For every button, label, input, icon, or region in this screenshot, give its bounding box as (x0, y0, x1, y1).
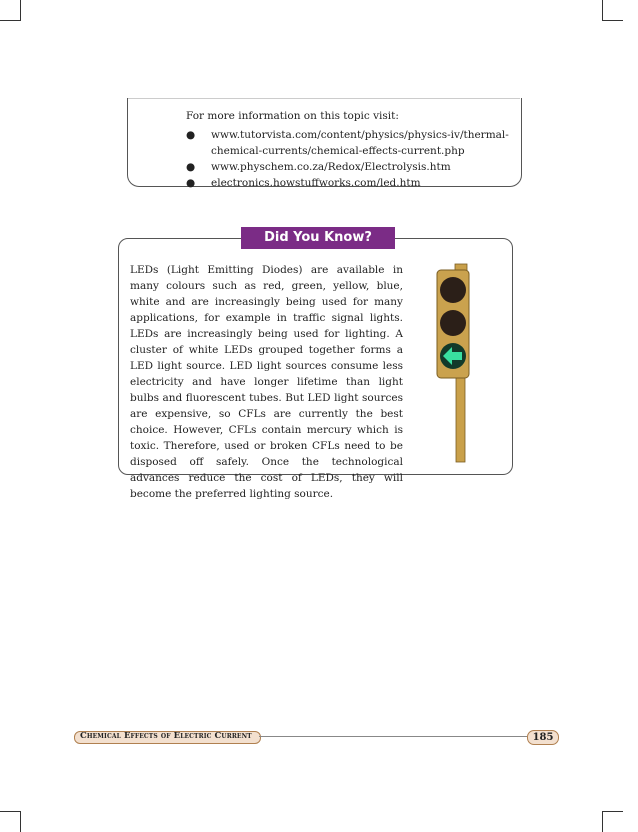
crop-mark-bottom-left (0, 811, 21, 832)
bullet-icon: ● (186, 177, 196, 189)
crop-mark-bottom-right (602, 811, 623, 832)
info-link-1[interactable]: www.tutorvista.com/content/physics/physics-iv/thermal-chemical-currents/chemical-effects-current.php (211, 129, 509, 157)
list-item[interactable] (186, 159, 511, 175)
bullet-icon: ● (186, 129, 196, 141)
list-item[interactable] (186, 175, 511, 191)
info-link-2[interactable]: www.physchem.co.za/Redox/Electrolysis.htm (211, 161, 451, 173)
page-number: 185 (527, 730, 559, 745)
footer-rule (259, 736, 527, 737)
info-box (127, 98, 522, 187)
crop-mark-top-left (0, 0, 21, 21)
info-heading: For more information on this topic visit: (186, 110, 399, 122)
info-link-3[interactable]: electronics.howstuffworks.com/led.htm (211, 177, 421, 189)
footer-chapter-title: Chemical Effects of Electric Current (80, 731, 252, 741)
did-you-know-text: LEDs (Light Emitting Diodes) are available in many colours such as red, green, yellow, blue, white and are increasingly being used for many applications, for example in traffic signal lights. LEDs are increasingly being used for lighting. A cluster of white LEDs grouped together forms a LED light source. LED light sources consume less electricity and have longer lifetime than light bulbs and fluorescent tubes. But LED light sources are expensive, so CFLs are currently the best choice. However, CFLs contain mercury which is toxic. Therefore, used or broken CFLs need to be disposed off safely. Once the technological advances reduce the cost of LEDs, they will become the preferred lighting source. (130, 264, 403, 500)
traffic-light-image (433, 262, 475, 464)
bullet-icon: ● (186, 161, 196, 173)
did-you-know-title: Did You Know? (241, 227, 395, 249)
crop-mark-top-right (602, 0, 623, 21)
list-item[interactable] (186, 127, 511, 159)
info-link-list (186, 127, 511, 191)
